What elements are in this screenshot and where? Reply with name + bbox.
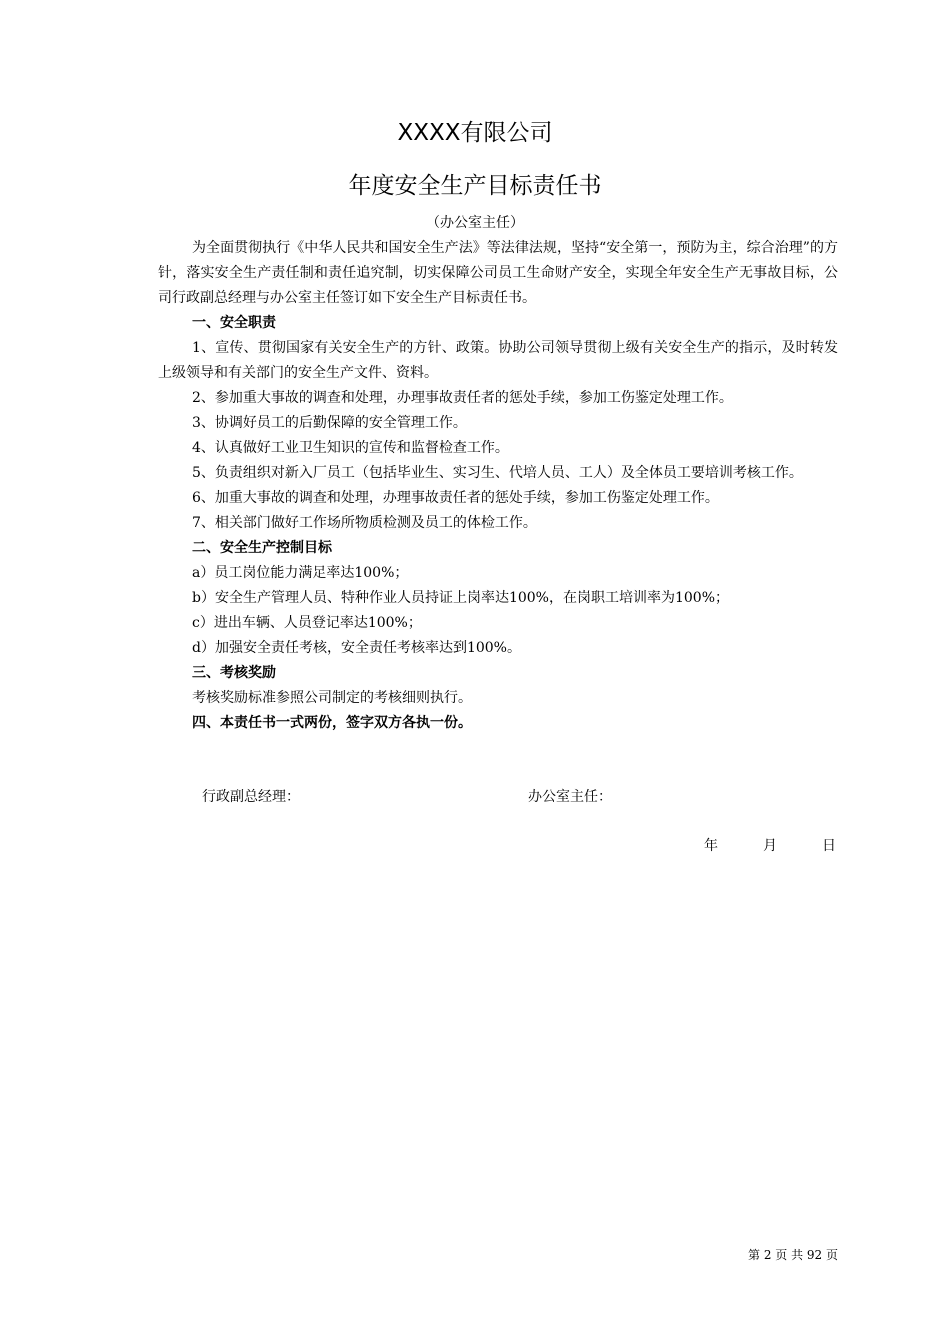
section-heading: 二、安全生产控制目标 [192, 540, 332, 556]
duty-item: 1、宣传、贯彻国家有关安全生产的方针、政策。协助公司领导贯彻上级有关安全生产的指示，及时转发上级领导和有关部门的安全生产文件、资料。 [158, 340, 838, 381]
company-name: XXXX有限公司 [397, 120, 553, 146]
target-item: d）加强安全责任考核，安全责任考核率达到100%。 [192, 640, 521, 656]
target-item: a）员工岗位能力满足率达100%； [192, 565, 409, 581]
signature-office-director: 办公室主任： [528, 789, 612, 805]
date-month-label: 月 [763, 838, 777, 854]
page-number: 第 2 页 共 92 页 [748, 1248, 838, 1262]
target-item: b）安全生产管理人员、特种作业人员持证上岗率达100%，在岗职工培训率为100%； [192, 590, 730, 606]
section-heading: 四、本责任书一式两份，签字双方各执一份。 [192, 715, 472, 731]
target-item: c）进出车辆、人员登记率达100%； [192, 615, 422, 631]
date-day-label: 日 [822, 838, 836, 854]
signature-vice-gm: 行政副总经理： [202, 789, 300, 805]
document-subtitle: （办公室主任） [426, 215, 524, 231]
duty-item: 7、相关部门做好工作场所物质检测及员工的体检工作。 [192, 515, 537, 531]
duty-item: 6、加重大事故的调查和处理，办理事故责任者的惩处手续，参加工伤鉴定处理工作。 [192, 490, 719, 506]
document-body [158, 236, 838, 736]
section-heading: 三、考核奖励 [192, 665, 276, 681]
duty-item: 4、认真做好工业卫生知识的宣传和监督检查工作。 [192, 440, 509, 456]
duty-item: 2、参加重大事故的调查和处理，办理事故责任者的惩处手续，参加工伤鉴定处理工作。 [192, 390, 733, 406]
date-year-label: 年 [704, 838, 718, 854]
section-heading: 一、安全职责 [192, 315, 276, 331]
duty-item: 3、协调好员工的后勤保障的安全管理工作。 [192, 415, 467, 431]
intro-paragraph: 为全面贯彻执行《中华人民共和国安全生产法》等法律法规，坚持“安全第一，预防为主，综合治理”的方针，落实安全生产责任制和责任追究制，切实保障公司员工生命财产安全，实现全年安全生产无事故目标，公司行政副总经理与办公室主任签订如下安全生产目标责任书。 [158, 240, 838, 306]
reward-text: 考核奖励标准参照公司制定的考核细则执行。 [192, 690, 472, 706]
document-title: 年度安全生产目标责任书 [348, 173, 602, 199]
duty-item: 5、负责组织对新入厂员工（包括毕业生、实习生、代培人员、工人）及全体员工要培训考核工作。 [192, 465, 803, 481]
